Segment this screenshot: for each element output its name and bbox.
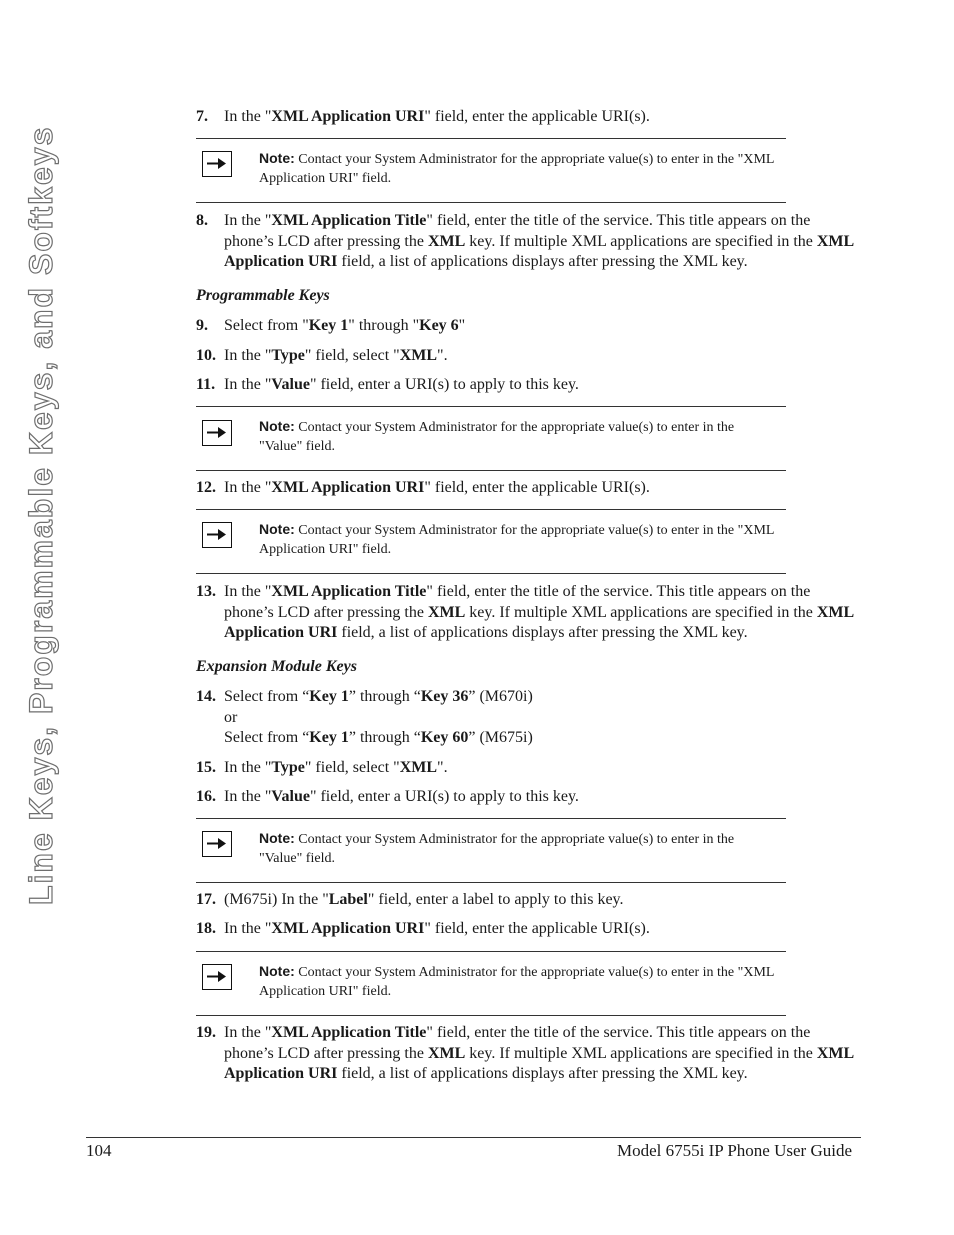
step-16: 16. In the "Value" field, enter a URI(s) to apply to this key. <box>196 787 856 808</box>
footer-divider <box>86 1137 861 1138</box>
step-12: 12. In the "XML Application URI" field, enter the applicable URI(s). <box>196 478 856 499</box>
step-number: 9. <box>196 317 208 334</box>
step-7: 7. In the "XML Application URI" field, enter the applicable URI(s). <box>196 107 856 128</box>
step-number: 11. <box>196 376 216 393</box>
step-8: 8. In the "XML Application Title" field, enter the title of the service. This title appears on the phone’s LCD after pressing the XML key. If multiple XML applications are specified in the XML Application URI field, a list of applications displays after pressing the XML key. <box>196 212 854 270</box>
step-number: 16. <box>196 788 216 805</box>
note-text: Contact your System Administrator for the appropriate value(s) to enter in the "XML Application URI" field. <box>259 965 774 999</box>
step-number: 10. <box>196 347 216 364</box>
step-number: 17. <box>196 891 216 908</box>
step-17: 17. (M675i) In the "Label" field, enter a label to apply to this key. <box>196 890 856 911</box>
note-text: Contact your System Administrator for the appropriate value(s) to enter in the "Value" field. <box>259 832 735 866</box>
note-box <box>196 406 786 471</box>
step-number: 14. <box>196 688 216 705</box>
note-label: Note: <box>259 521 295 537</box>
step-9: 9. Select from "Key 1" through "Key 6" <box>196 316 856 337</box>
note-label: Note: <box>259 150 295 166</box>
note-box <box>196 818 786 883</box>
note-text: Contact your System Administrator for the appropriate value(s) to enter in the "Value" field. <box>259 420 735 454</box>
arrow-right-icon <box>202 964 232 990</box>
step-number: 7. <box>196 108 208 125</box>
arrow-right-icon <box>202 522 232 548</box>
step-number: 12. <box>196 479 216 496</box>
step-13: 13. In the "XML Application Title" field, enter the title of the service. This title appears on the phone’s LCD after pressing the XML key. If multiple XML applications are specified in the XML Application URI field, a list of applications displays after pressing the XML key. <box>196 583 854 641</box>
step-18: 18. In the "XML Application URI" field, enter the applicable URI(s). <box>196 919 856 940</box>
step-11: 11. In the "Value" field, enter a URI(s) to apply to this key. <box>196 375 856 396</box>
arrow-right-icon <box>202 151 232 177</box>
section-heading-expansion-module-keys: Expansion Module Keys <box>196 658 357 675</box>
note-label: Note: <box>259 963 295 979</box>
page-number: 104 <box>86 1141 112 1160</box>
note-label: Note: <box>259 418 295 434</box>
note-box <box>196 509 786 574</box>
note-box <box>196 951 786 1016</box>
note-text: Contact your System Administrator for the appropriate value(s) to enter in the "XML Application URI" field. <box>259 152 774 186</box>
step-10: 10. In the "Type" field, select "XML". <box>196 346 856 367</box>
step-number: 19. <box>196 1024 216 1041</box>
note-box <box>196 138 786 203</box>
step-number: 15. <box>196 759 216 776</box>
arrow-right-icon <box>202 420 232 446</box>
chapter-side-title: Line Keys, Programmable Keys, and Softkeys <box>23 125 59 905</box>
guide-title: Model 6755i IP Phone User Guide <box>617 1141 852 1160</box>
step-14: 14. Select from “Key 1” through “Key 36” (M670i) or Select from “Key 1” through “Key 60” (M675i) <box>196 688 533 746</box>
arrow-right-icon <box>202 831 232 857</box>
note-label: Note: <box>259 830 295 846</box>
step-number: 8. <box>196 212 208 229</box>
note-text: Contact your System Administrator for the appropriate value(s) to enter in the "XML Application URI" field. <box>259 523 774 557</box>
step-15: 15. In the "Type" field, select "XML". <box>196 758 856 779</box>
section-heading-programmable-keys: Programmable Keys <box>196 287 330 304</box>
step-number: 13. <box>196 583 216 600</box>
step-number: 18. <box>196 920 216 937</box>
step-19: 19. In the "XML Application Title" field, enter the title of the service. This title appears on the phone’s LCD after pressing the XML key. If multiple XML applications are specified in the XML Application URI field, a list of applications displays after pressing the XML key. <box>196 1024 854 1082</box>
